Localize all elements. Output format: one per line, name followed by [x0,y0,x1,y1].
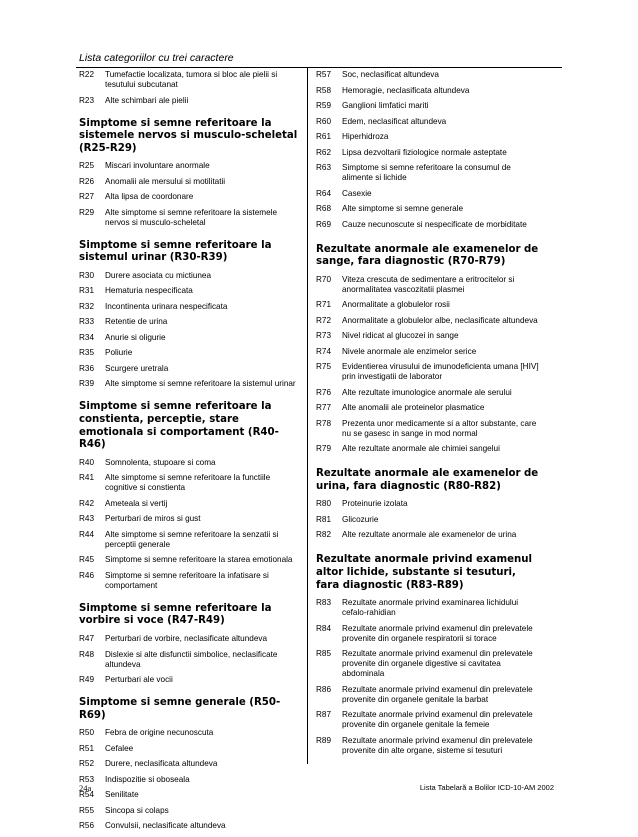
section-heading: Rezultate anormale privind examenul altor lichide, substante si tesuturi, fara diagnostic (R83-R89) [316,554,532,591]
category-code: R74 [316,346,332,356]
category-description: Perturbari de miros si gust [105,514,201,524]
category-description: Alte simptome si semne referitoare la sistemele nervos si musculo-scheletal [105,207,278,227]
section-heading: Simptome si semne referitoare la constienta, perceptie, stare emotionala si comportament (R40-R46) [79,401,279,451]
category-description: Cefalee [105,743,134,753]
category-code: R50 [79,728,95,738]
category-code: R51 [79,743,95,753]
category-item [79,286,301,296]
category-description: Alte anomalii ale proteinelor plasmatice [342,403,485,413]
category-code: R46 [79,570,95,580]
category-code: R59 [316,101,332,110]
category-item [316,403,542,413]
category-description: Rezultate anormale privind examenul din prelevatele provenite din alte organe, sisteme si tesuturi [342,735,533,755]
category-code: R31 [79,286,95,296]
category-description: Indispozitie si oboseala [105,774,190,784]
footer-source: Lista Tabelară a Bolilor ICD-10-AM 2002 [419,783,554,792]
category-description: Perturbari ale vocii [105,675,173,685]
category-description: Rezultate anormale privind examenul din prelevatele provenite din organele genitale la femeie [342,710,533,730]
category-item [316,515,542,525]
section-heading: Rezultate anormale ale examenelor de urina, fara diagnostic (R80-R82) [316,468,539,492]
category-code: R83 [316,598,332,608]
category-description: Anormalitate a globulelor albe, neclasificate altundeva [342,315,538,325]
category-item [79,302,301,312]
category-code: R78 [316,418,332,428]
category-item [79,821,301,831]
category-description: Tumefactie localizata, tumora si bloc ale pielii si tesutului subcutanat [105,70,278,89]
category-description: Durere, neclasificata altundeva [105,759,218,769]
category-item [79,271,301,281]
category-code: R63 [316,163,332,172]
category-item [316,275,542,295]
category-code: R85 [316,649,332,659]
category-description: Rezultate anormale privind examenul din prelevatele provenite din organele digestive si cavitatea abdominala [342,649,533,679]
category-description: Convulsii, neclasificate altundeva [105,821,226,831]
category-code: R55 [79,805,95,815]
category-code: R45 [79,555,95,565]
category-code: R47 [79,634,95,644]
column-divider [307,68,308,764]
left-column [79,70,301,837]
category-code: R57 [316,70,332,79]
category-item [316,624,542,644]
category-item [316,388,542,398]
category-item [316,316,542,326]
category-item [316,204,542,214]
category-description: Alte schimbari ale pielii [105,95,189,105]
category-code: R60 [316,116,332,126]
category-item [79,650,301,670]
category-item [79,333,301,343]
category-item [316,499,542,509]
category-code: R64 [316,188,332,198]
category-item [79,177,301,187]
section-heading: Rezultate anormale ale examenelor de sange, fara diagnostic (R70-R79) [316,243,539,268]
category-description: Sincopa si colaps [105,805,169,815]
category-description: Rezultate anormale privind examenul din prelevatele provenite din organele respiratorii si torace [342,623,533,643]
category-item [79,458,301,468]
category-description: Evidentierea virusului de imunodeficienta umana [HIV] prin investigatii de laborator [342,362,539,382]
category-description: Perturbari de vorbire, neclasificate altundeva [105,634,268,644]
category-description: Alta lipsa de coordonare [105,192,194,202]
category-item [316,70,542,80]
category-code: R87 [316,710,332,720]
category-code: R29 [79,207,95,217]
category-description: Alte simptome si semne generale [342,204,464,213]
category-description: Scurgere uretrala [105,363,169,373]
category-description: Lipsa dezvoltarii fiziologice normale asteptate [342,147,507,157]
category-description: Alte rezultate anormale ale chimiei sangelui [342,444,500,454]
category-item [79,806,301,816]
section-heading: Simptome si semne referitoare la sistemul urinar (R30-R39) [79,239,272,264]
category-description: Anormalitate a globulelor rosii [342,300,450,310]
category-item [79,473,301,493]
category-item [316,331,542,341]
category-item [316,598,542,618]
category-description: Durere asociata cu mictiunea [105,270,212,280]
category-item [79,571,301,591]
category-code: R79 [316,444,332,454]
category-item [79,70,301,90]
category-code: R40 [79,457,95,467]
category-description: Alte simptome si semne referitoare la sistemul urinar [105,379,296,389]
category-code: R39 [79,379,95,389]
category-code: R34 [79,332,95,342]
category-description: Edem, neclasificat altundeva [342,116,447,126]
category-item [79,348,301,358]
category-code: R53 [79,774,95,784]
category-description: Dislexie si alte disfunctii simbolice, neclasificate altundeva [105,649,278,669]
category-description: Soc, neclasificat altundeva [342,70,439,79]
category-code: R75 [316,362,332,372]
category-item [316,685,542,705]
category-item [316,736,542,756]
category-item [79,192,301,202]
category-item [316,649,542,679]
category-item [79,514,301,524]
category-code: R58 [316,85,332,95]
category-description: Proteinurie izolata [342,499,408,509]
category-description: Anomalii ale mersului si motilitatii [105,176,226,186]
category-description: Poliurie [105,348,133,358]
category-code: R81 [316,514,332,524]
running-header: Lista categoriilor cu trei caractere [79,52,234,64]
category-code: R80 [316,499,332,509]
category-code: R33 [79,317,95,327]
header-rule [76,67,562,68]
category-code: R62 [316,147,332,157]
page-number: 24a [79,783,92,793]
category-description: Glicozurie [342,514,379,524]
category-description: Hematuria nespecificata [105,286,193,296]
category-code: R73 [316,331,332,341]
section-heading: Simptome si semne generale (R50-R69) [79,697,281,721]
category-item [316,148,542,158]
category-code: R70 [316,274,332,284]
category-description: Somnolenta, stupoare si coma [105,457,216,467]
category-description: Senilitate [105,790,139,800]
category-description: Simptome si semne referitoare la infatisare si comportament [105,570,269,590]
category-description: Alte rezultate imunologice anormale ale serului [342,387,512,397]
category-description: Alte simptome si semne referitoare la functiile cognitive si constienta [105,473,271,493]
category-item [316,300,542,310]
category-item [79,744,301,754]
category-item [316,189,542,199]
category-code: R72 [316,315,332,325]
category-item [316,132,542,142]
category-code: R52 [79,759,95,769]
category-item [79,96,301,106]
category-code: R89 [316,735,332,745]
category-code: R43 [79,514,95,524]
category-item [79,317,301,327]
category-item [79,675,301,685]
category-item [316,117,542,127]
category-code: R82 [316,530,332,540]
category-description: Casexie [342,188,372,198]
category-description: Prezenta unor medicamente si a altor substante, care nu se gasesc in sange in mod normal [342,418,537,438]
section-heading: Simptome si semne referitoare la vorbire si voce (R47-R49) [79,602,272,627]
category-code: R54 [79,790,95,800]
category-item [79,499,301,509]
category-description: Anurie si oligurie [105,332,166,342]
category-item [316,347,542,357]
category-description: Simptome si semne referitoare la starea emotionala [105,555,293,565]
category-description: Retentie de urina [105,317,168,327]
category-code: R25 [79,161,95,171]
category-description: Simptome si semne referitoare la consumul de alimente si lichide [342,163,511,182]
category-item [316,419,542,439]
category-code: R41 [79,473,95,483]
category-code: R36 [79,363,95,373]
category-description: Hiperhidroza [342,132,389,141]
category-item [79,728,301,738]
category-description: Incontinenta urinara nespecificata [105,301,228,311]
category-description: Alte rezultate anormale ale examenelor de urina [342,530,517,540]
category-description: Febra de origine necunoscuta [105,728,214,738]
category-code: R77 [316,403,332,413]
category-code: R27 [79,192,95,202]
category-item [316,362,542,382]
category-description: Hemoragie, neclasificata altundeva [342,85,470,95]
category-item [316,444,542,454]
category-description: Nivel ridicat al glucozei in sange [342,331,459,341]
category-code: R76 [316,387,332,397]
category-description: Rezultate anormale privind examenul din prelevatele provenite din organele genitale la barbat [342,684,533,704]
category-code: R22 [79,70,95,79]
category-item [316,710,542,730]
category-code: R56 [79,821,95,831]
category-item [79,364,301,374]
category-item [79,759,301,769]
category-code: R26 [79,176,95,186]
category-item [316,101,542,111]
category-code: R23 [79,95,95,105]
category-code: R71 [316,300,332,310]
category-code: R42 [79,498,95,508]
category-code: R84 [316,623,332,633]
category-code: R86 [316,684,332,694]
category-code: R69 [316,219,332,229]
category-description: Miscari involuntare anormale [105,161,210,171]
category-description: Ganglioni limfatici mariti [342,101,429,110]
category-item [79,634,301,644]
category-code: R61 [316,132,332,141]
category-item [79,790,301,800]
category-item [79,775,301,785]
category-code: R32 [79,301,95,311]
category-description: Ameteala si vertij [105,498,168,508]
category-item [79,379,301,389]
category-item [79,208,301,228]
right-column [316,70,542,761]
category-item [79,161,301,171]
category-description: Nivele anormale ale enzimelor serice [342,346,477,356]
category-code: R68 [316,204,332,213]
category-description: Viteza crescuta de sedimentare a eritrocitelor si anormalitatea vascozitatii plasmei [342,274,515,294]
category-description: Cauze necunoscute si nespecificate de morbiditate [342,219,527,229]
section-heading: Simptome si semne referitoare la sistemele nervos si musculo-scheletal (R25-R29) [79,117,298,154]
category-description: Alte simptome si semne referitoare la senzatii si perceptii generale [105,529,279,549]
category-item [79,530,301,550]
category-item [79,555,301,565]
category-description: Rezultate anormale privind examinarea lichidului cefalo-rahidian [342,598,519,618]
category-code: R30 [79,270,95,280]
category-code: R49 [79,675,95,685]
category-code: R35 [79,348,95,358]
category-item [316,220,542,230]
category-item [316,163,542,183]
category-item [316,86,542,96]
category-item [316,530,542,540]
category-code: R44 [79,529,95,539]
category-code: R48 [79,649,95,659]
